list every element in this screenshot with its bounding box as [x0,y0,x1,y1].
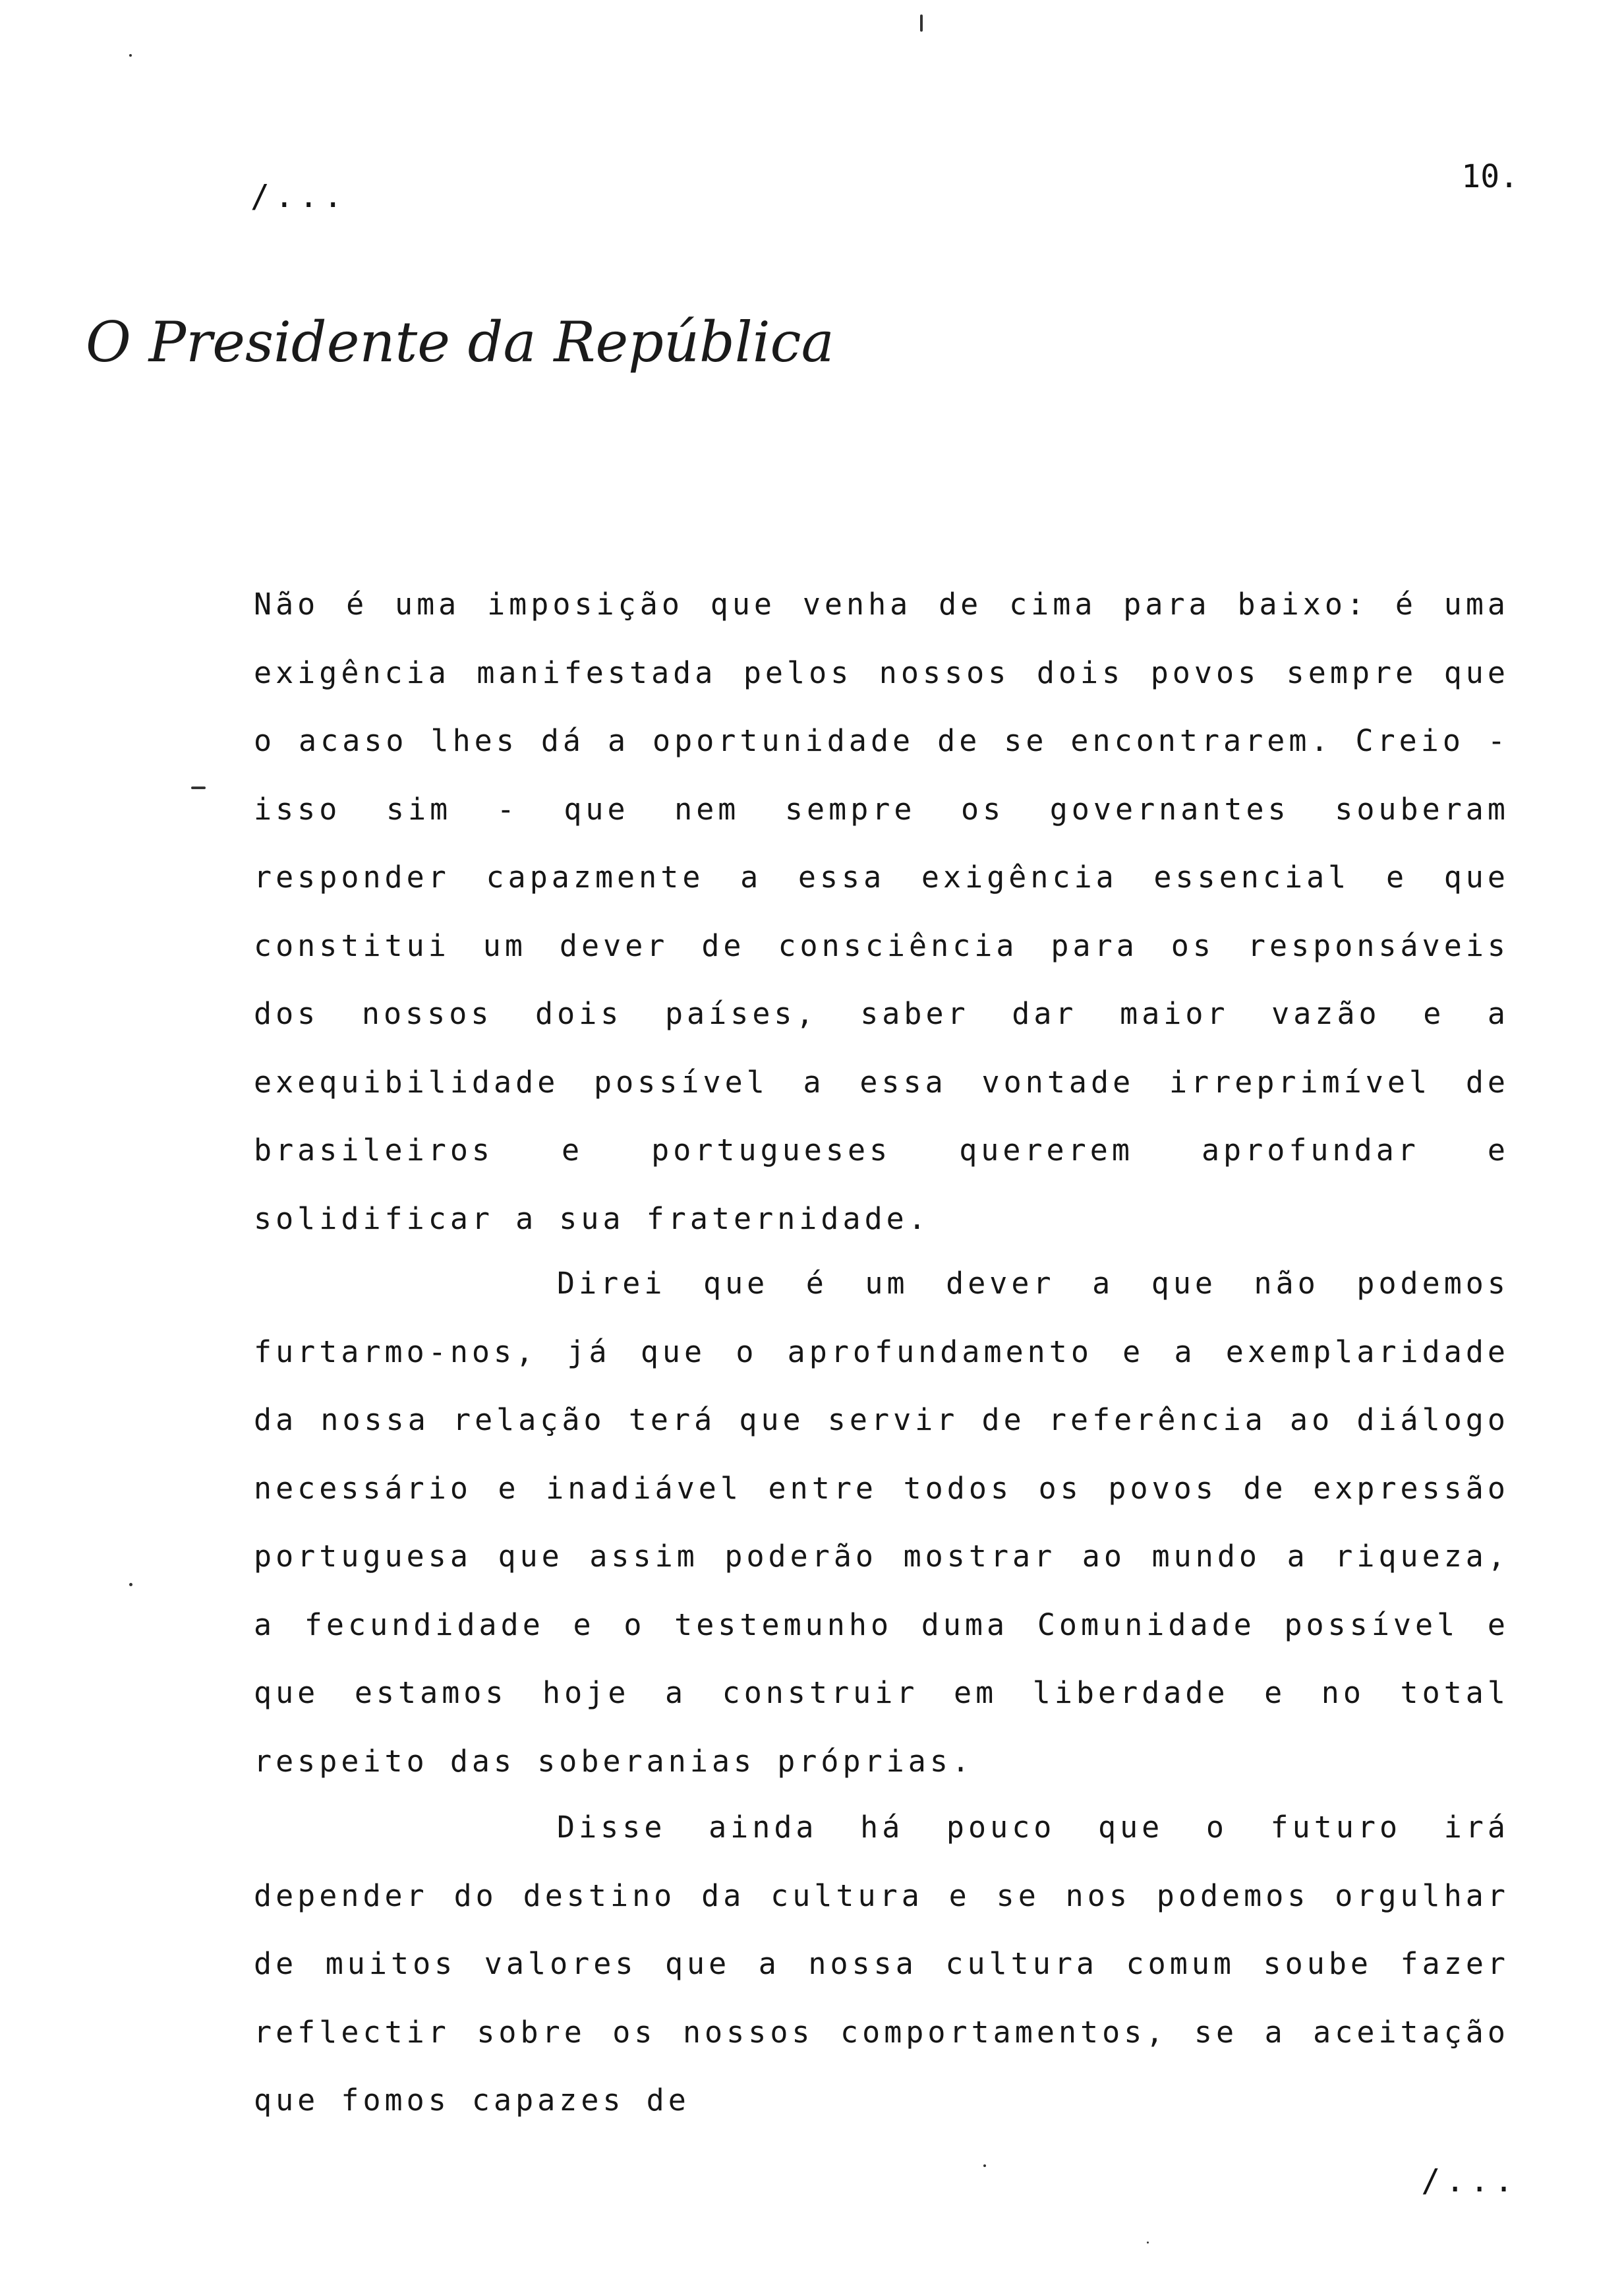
paragraph-2: Direi que é um dever a que não podemos furtarmo-nos, já que o aprofundamento e a exemplaridade da nossa relação terá que servir de referência ao diálogo necessário e inadiável entre todos os povos de expressão portuguesa que assim poderão mostrar ao mundo a riqueza, a fecundidade e o testemunho duma Comunidade possível e que estamos hoje a construir em liberdade e no total respeito das soberanias próprias. [254,1266,1509,1779]
scan-speck [191,787,206,789]
paragraph-1: Não é uma imposição que venha de cima para baixo: é uma exigência manifestada pelos nossos dois povos sempre que o acaso lhes dá a oportunidade de se encontrarem. Creio - isso sim - que nem sempre os governantes souberam responder capazmente a essa exigência essencial e que constitui um dever de consciência para os responsáveis dos nossos dois países, saber dar maior vazão e a exequibilidade possível a essa vontade irreprimível de brasileiros e portugueses quererem aprofundar e solidificar a sua fraternidade. [254,587,1509,1236]
page-number: 10. [1461,158,1519,195]
letterhead-title: O Presidente da República [86,310,834,374]
continuation-mark-bottom: /... [1421,2162,1519,2199]
paragraph-3: Disse ainda há pouco que o futuro irá depender do destino da cultura e se nos podemos orgulhar de muitos valores que a nossa cultura comum soube fazer reflectir sobre os nossos comportamentos, se a aceitação que fomos capazes de [254,1810,1509,2118]
scan-speck [983,2164,986,2167]
continuation-mark-top: /... [250,178,348,215]
scan-speck [1147,2242,1149,2244]
scan-speck [129,54,132,57]
scan-speck [920,15,923,32]
scan-speck [129,1583,132,1586]
